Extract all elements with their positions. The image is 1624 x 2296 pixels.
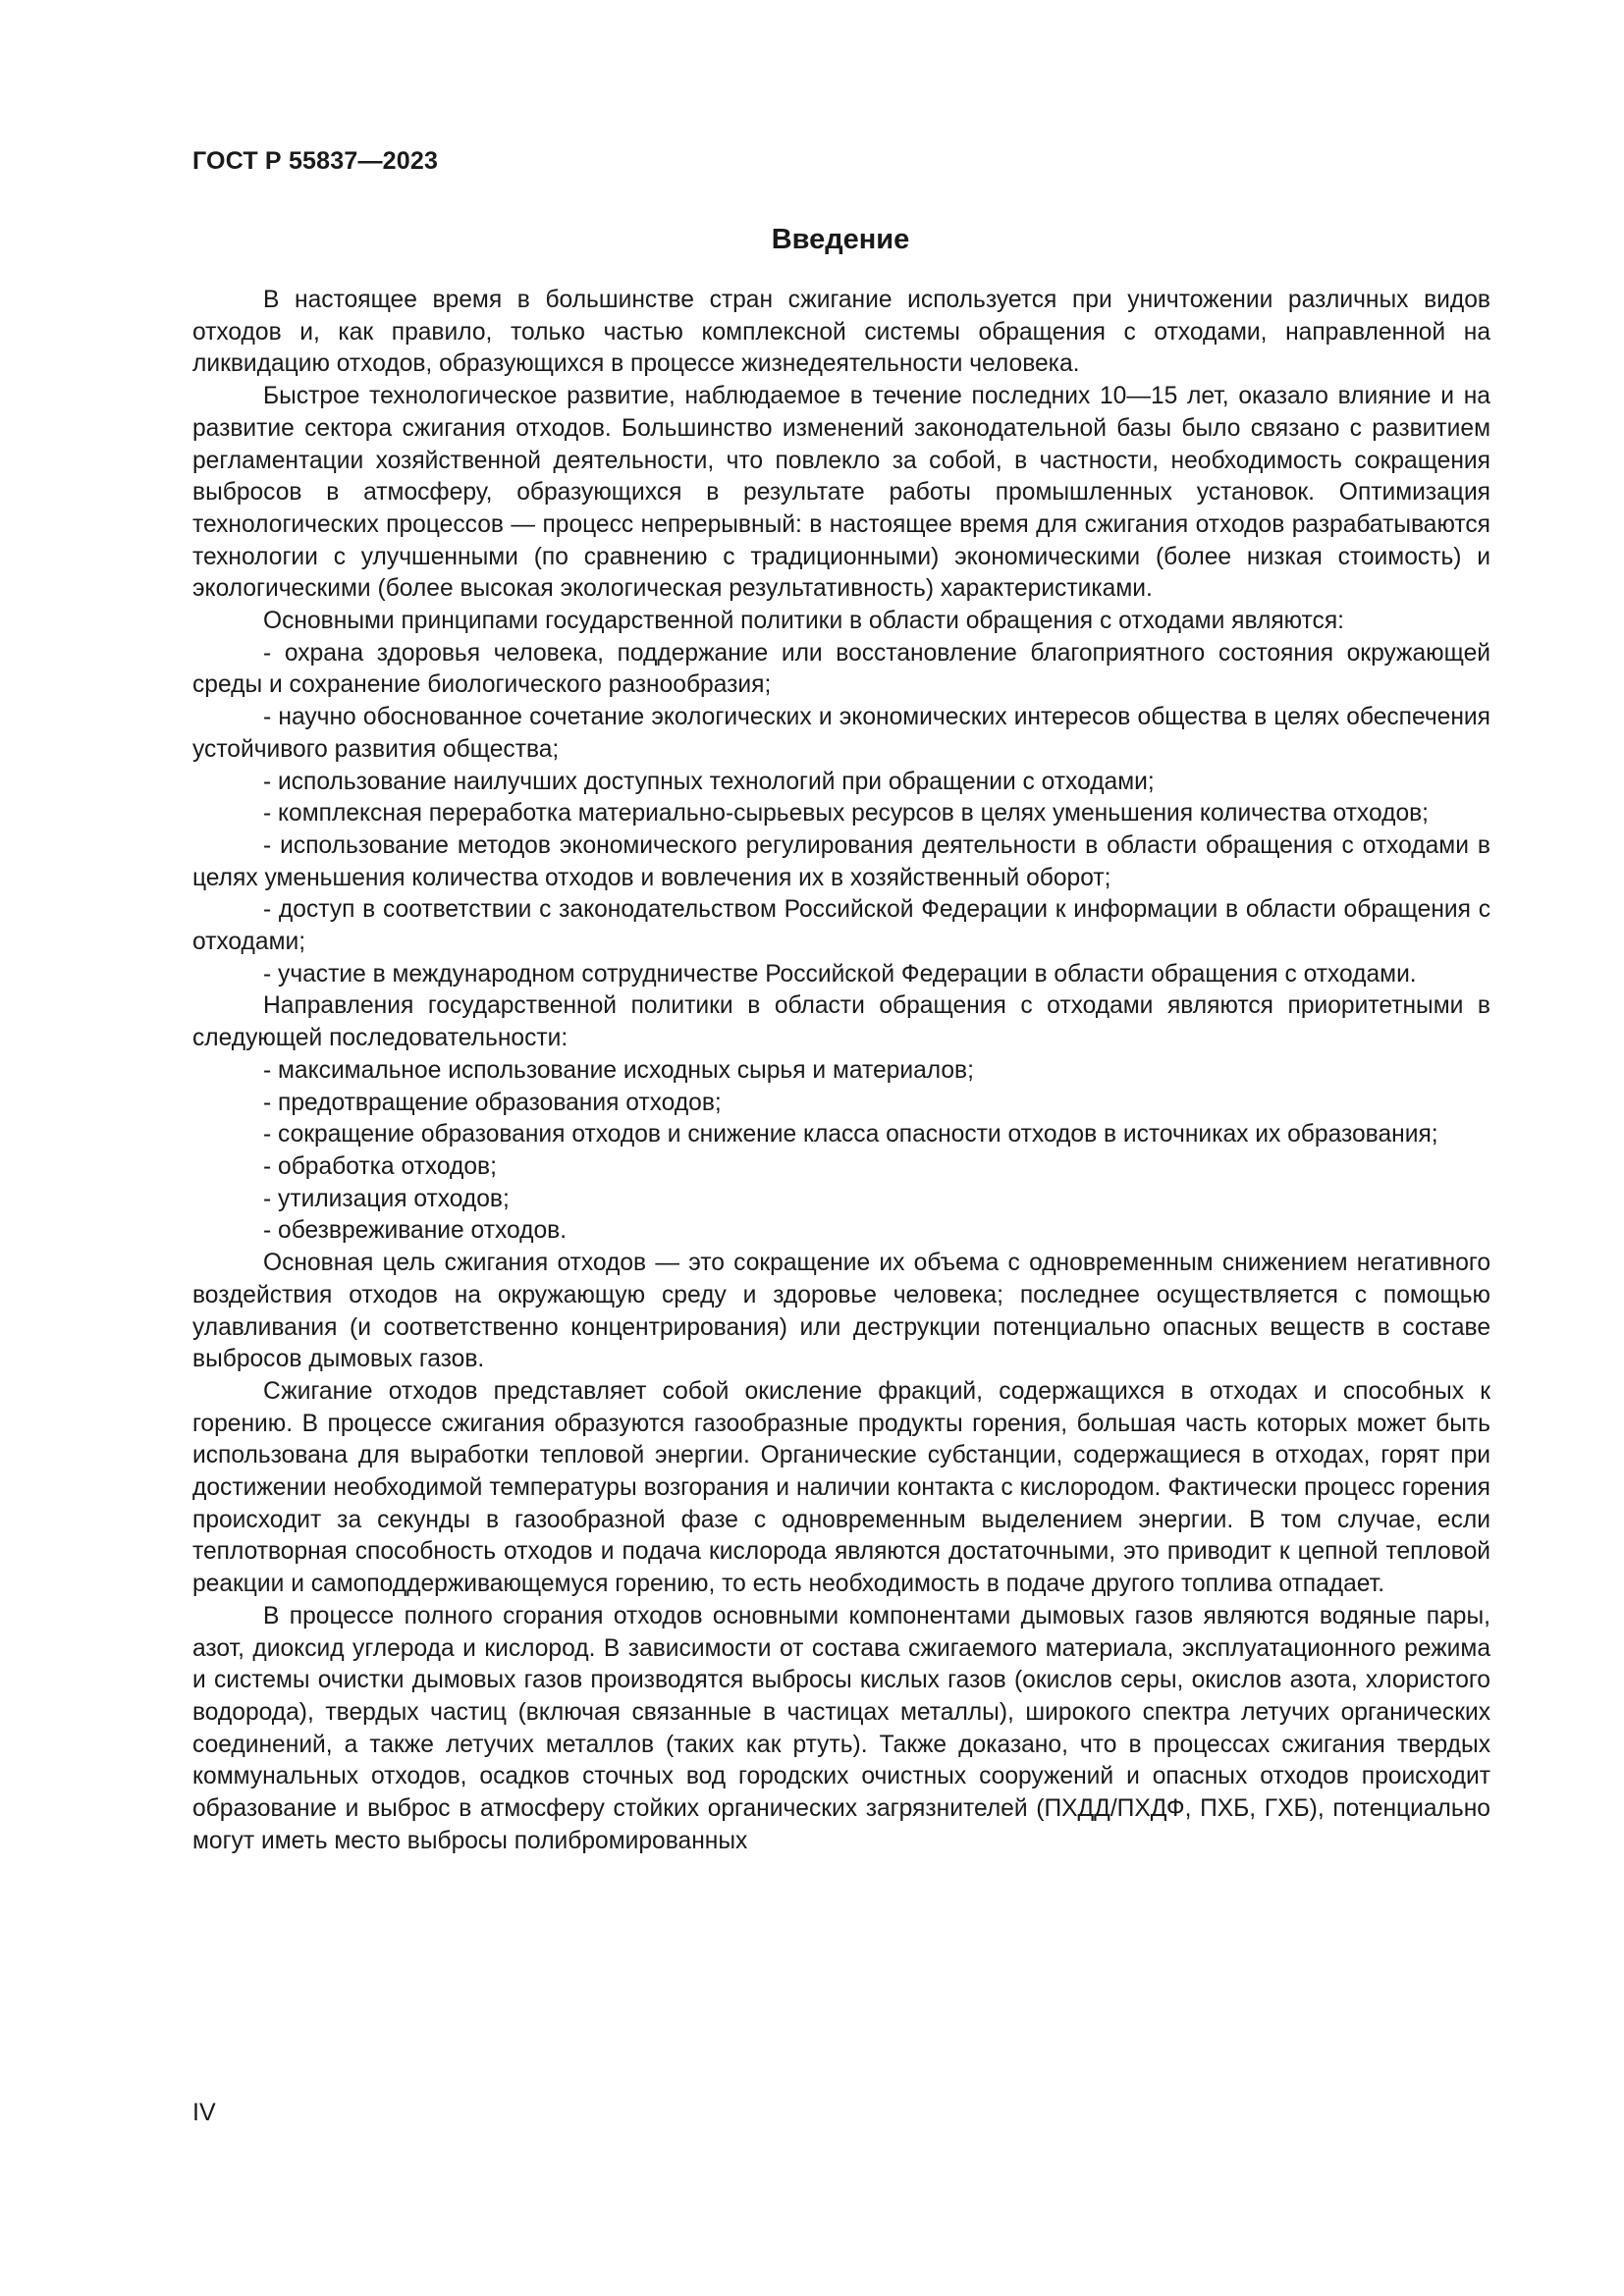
body-text: [192, 285, 1490, 1857]
list-item: - участие в международном сотрудничестве Российской Федерации в области обращения с отходами.: [263, 960, 1417, 988]
list-item: - обезвреживание отходов.: [263, 1217, 568, 1245]
paragraph: Направления государственной политики в области обращения с отходами являются приоритетными в следующей последовательности:: [192, 992, 1490, 1052]
paragraph: Основная цель сжигания отходов — это сокращение их объема с одновременным снижением негативного воздействия отходов на окружающую среду и здоровье человека; последнее осуществляется с помощью улавливания (и соответственно концентрирования) или деструкции потенциально опасных веществ в составе выбросов дымовых газов.: [192, 1250, 1490, 1373]
section-title: Введение: [771, 224, 910, 255]
standard-header: ГОСТ Р 55837—2023: [192, 147, 439, 175]
list-item: - охрана здоровья человека, поддержание или восстановление благоприятного состояния окружающей среды и сохранение биологического разнообразия;: [192, 639, 1490, 699]
list-item: - сокращение образования отходов и снижение класса опасности отходов в источниках их образования;: [263, 1121, 1438, 1148]
paragraph: Основными принципами государственной политики в области обращения с отходами являются:: [263, 608, 1344, 635]
paragraph: Быстрое технологическое развитие, наблюдаемое в течение последних 10—15 лет, оказало влияние и на развитие сектора сжигания отходов. Большинство изменений законодательной базы было связано с развитием регламентации хозяйственной деятельности, что повлекло за собой, в частности, необходимость сокращения выбросов в атмосферу, образующихся в результате работы промышленных установок. Оптимизация технологических процессов — процесс непрерывный: в настоящее время для сжигания отходов разрабатываются технологии с улучшенными (по сравнению с традиционными) экономическими (более низкая стоимость) и экологическими (более высокая экологическая результативность) характеристиками.: [192, 383, 1490, 603]
list-item: - комплексная переработка материально-сырьевых ресурсов в целях уменьшения количества отходов;: [263, 800, 1430, 828]
list-item: - предотвращение образования отходов;: [263, 1089, 722, 1116]
list-item: - использование методов экономического регулирования деятельности в области обращения с отходами в целях уменьшения количества отходов и вовлечения их в хозяйственный оборот;: [192, 831, 1490, 891]
paragraph: В настоящее время в большинстве стран сжигание используется при уничтожении различных видов отходов и, как правило, только частью комплексной системы обращения с отходами, направленной на ликвидацию отходов, образующихся в процессе жизнедеятельности человека.: [192, 287, 1490, 378]
paragraph: Сжигание отходов представляет собой окисление фракций, содержащихся в отходах и способных к горению. В процессе сжигания образуются газообразные продукты горения, большая часть которых может быть использована для выработки тепловой энергии. Органические субстанции, содержащиеся в отходах, горят при достижении необходимой температуры возгорания и наличии контакта с кислородом. Фактически процесс горения происходит за секунды в газообразной фазе с одновременным выделением энергии. В том случае, если теплотворная способность отходов и подача кислорода являются достаточными, это приводит к цепной тепловой реакции и самоподдерживающемуся горению, то есть необходимость в подаче другого топлива отпадает.: [192, 1377, 1490, 1598]
paragraph: В процессе полного сгорания отходов основными компонентами дымовых газов являются водяные пары, азот, диоксид углерода и кислород. В зависимости от состава сжигаемого материала, эксплуатационного режима и системы очистки дымовых газов производятся выбросы кислых газов (окислов серы, окислов азота, хлористого водорода), твердых частиц (включая связанные в частицах металлы), широкого спектра летучих органических соединений, а также летучих металлов (таких как ртуть). Также доказано, что в процессах сжигания твердых коммунальных отходов, осадков сточных вод городских очистных сооружений и опасных отходов происходит образование и выброс в атмосферу стойких органических загрязнителей (ПХДД/ПХДФ, ПХБ, ГХБ), потенциально могут иметь место выбросы полибромированных: [192, 1602, 1490, 1854]
list-item: - доступ в соответствии с законодательством Российской Федерации к информации в области обращения с отходами;: [192, 896, 1490, 956]
list-item: - максимальное использование исходных сырья и материалов;: [263, 1056, 974, 1084]
list-item: - научно обоснованное сочетание экологических и экономических интересов общества в целях обеспечения устойчивого развития общества;: [192, 704, 1490, 763]
list-item: - обработка отходов;: [263, 1152, 497, 1180]
page-number: IV: [192, 2099, 216, 2126]
list-item: - использование наилучших доступных технологий при обращении с отходами;: [263, 768, 1155, 795]
list-item: - утилизация отходов;: [263, 1185, 510, 1212]
